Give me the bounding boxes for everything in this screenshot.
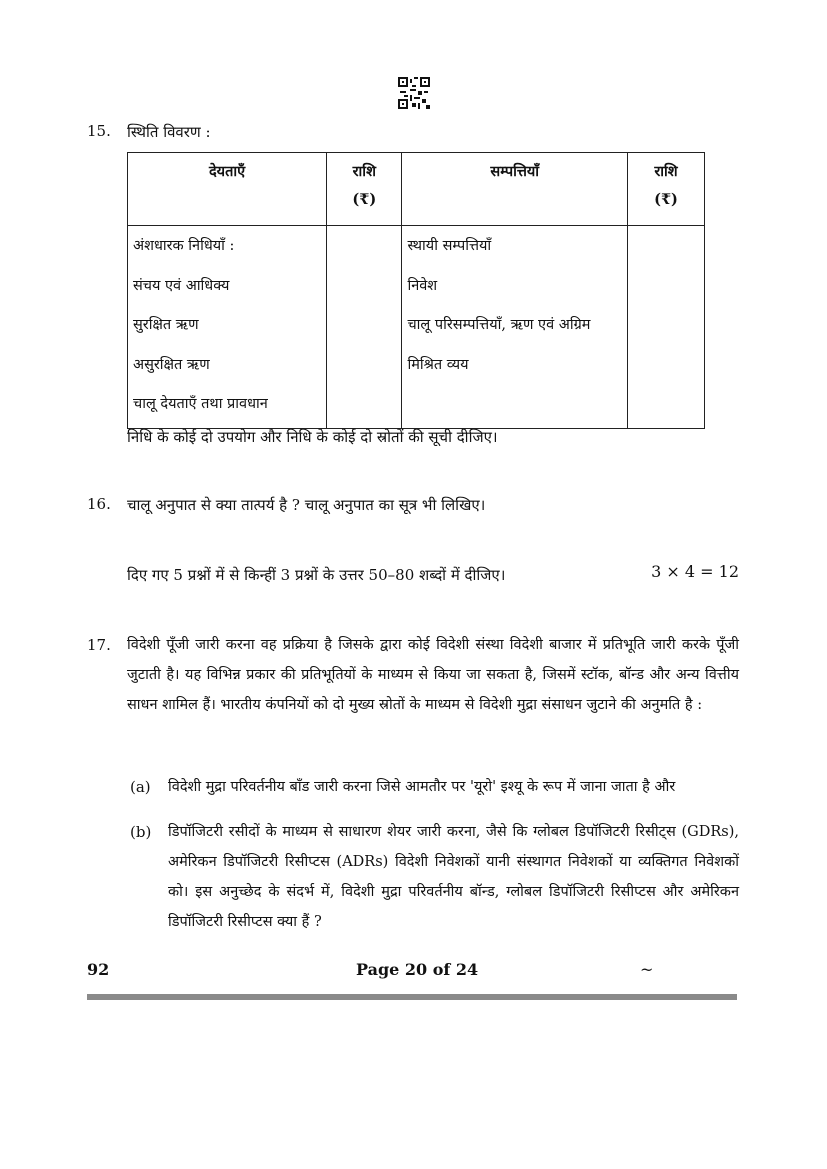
asset-item: स्थायी सम्पत्तियाँ [407,238,492,254]
option-a-text: विदेशी मुद्रा परिवर्तनीय बॉंड जारी करना जिसे आमतौर पर 'यूरो' इश्यू के रूप में जाना जाता है और [168,779,676,795]
footer-rule [87,994,737,1000]
option-b-text: डिपॉजिटरी रसीदों के माध्यम से साधारण शेयर जारी करना, जैसे कि ग्लोबल डिपॉजिटरी रिसीट्स (GDRs), अमेरिकन डिपॉजिटरी रिसीप्टस (ADRs) विदेशी निवेशकों यानी संस्थागत निवेशकों या व्यक्तिगत निवेशकों को। इस अनुच्छेद के संदर्भ में, विदेशी मुद्रा परिवर्तनीय बॉन्ड, ग्लोबल डिपॉजिटरी रिसीप्टस और अमेरिकन डिपॉजिटरी रिसीप्टस क्या हैं ? [168,824,739,930]
question-15-heading: स्थिति विवरण : [127,123,211,141]
page-number: Page 20 of 24 [356,960,479,979]
header-assets: सम्पत्तियाँ [402,153,628,226]
liabilities-column [128,226,327,429]
section-instruction: दिए गए 5 प्रश्नों में से किन्हीं 3 प्रश्नों के उत्तर 50–80 शब्दों में दीजिए। [127,566,506,584]
asset-item: मिश्रित व्यय [407,356,469,373]
liabilities-amount-column [327,226,402,429]
liability-item: असुरक्षित ऋण [133,356,210,373]
question-16-number: 16. [87,495,111,513]
question-17-text: विदेशी पूँजी जारी करना वह प्रक्रिया है जिसके द्वारा कोई विदेशी संस्था विदेशी बाजार में प्रतिभूति जारी करके पूँजी जुटाती है। यह विभिन्न प्रकार की प्रतिभूतियों के माध्यम से किया जा सकता है, जिसमें स्टॉक, बॉन्ड और अन्य वित्तीय साधन शामिल हैं। भारतीय कंपनियों को दो मुख्य स्रोतों के माध्यम से विदेशी मुद्रा संसाधन जुटाने की अनुमति है : [127,637,739,713]
qr-code [398,77,430,109]
section-marks: 3 × 4 = 12 [651,562,739,581]
liability-item: संचय एवं आधिक्य [133,277,230,294]
page-code: 92 [87,960,110,979]
option-b-label: (b) [130,823,152,841]
header-amount: राशि (₹) [627,153,704,226]
liability-item: सुरक्षित ऋण [133,317,199,333]
assets-column [402,226,628,429]
liability-item: चालू देयताएँ तथा प्रावधान [133,396,268,412]
question-15-text: निधि के कोई दो उपयोग और निधि के कोई दो स्रोतों की सूची दीजिए। [127,428,498,446]
question-15-number: 15. [87,122,111,140]
header-amount: राशि (₹) [327,153,402,226]
asset-item: चालू परिसम्पत्तियाँ, ऋण एवं अग्रिम [407,317,591,333]
option-a-label: (a) [130,778,151,796]
assets-amount-column [627,226,704,429]
question-16-text: चालू अनुपात से क्या तात्पर्य है ? चालू अनुपात का सूत्र भी लिखिए। [127,496,486,514]
question-17-number: 17. [87,636,111,654]
asset-item: निवेश [407,277,438,294]
liability-item: अंशधारक निधियाँ : [133,238,235,254]
page-tilde: ~ [640,960,654,979]
table-header-row [128,153,705,226]
balance-sheet-table [127,152,705,429]
header-liabilities: देयताएँ [128,153,327,226]
table-body-row [128,226,705,429]
